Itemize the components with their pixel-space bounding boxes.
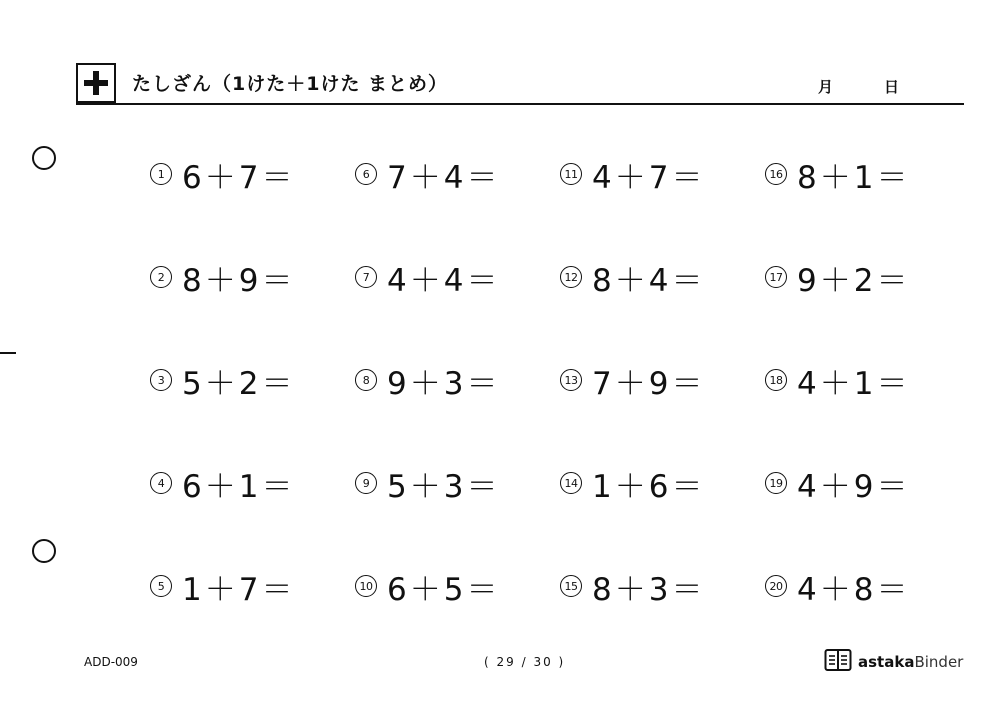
brand-name-light: Binder [914,653,964,671]
problem-item [765,245,970,309]
brand-logo [824,648,963,676]
worksheet-title: たしざん（1けた＋1けた まとめ） [132,73,449,95]
problem-item [560,554,765,618]
problem-item [765,348,970,412]
problem-number: 16 [765,163,787,185]
problem-expression: 4＋1＝ [797,365,911,402]
problem-expression: 6＋1＝ [182,468,296,505]
problem-expression: 4＋8＝ [797,571,911,608]
problem-item [560,451,765,515]
problem-number: 19 [765,472,787,494]
problem-expression: 6＋7＝ [182,159,296,196]
problem-number: 17 [765,266,787,288]
problem-number: 15 [560,575,582,597]
problem-expression: 1＋7＝ [182,571,296,608]
worksheet-code: ADD-009 [84,655,138,669]
problem-expression: 4＋4＝ [387,262,501,299]
problem-expression: 9＋3＝ [387,365,501,402]
problem-expression: 5＋2＝ [182,365,296,402]
problem-number: 1 [150,163,172,185]
problem-number: 11 [560,163,582,185]
problem-number: 9 [355,472,377,494]
problem-expression: 4＋7＝ [592,159,706,196]
problem-item [560,142,765,206]
problem-number: 6 [355,163,377,185]
fold-mark [0,352,16,354]
problem-item [355,554,560,618]
problem-number: 4 [150,472,172,494]
page-indicator: ( 29 / 30 ) [484,655,566,669]
problem-expression: 1＋6＝ [592,468,706,505]
problem-number: 13 [560,369,582,391]
header-rule [76,103,964,105]
problem-item [355,245,560,309]
problem-item [355,451,560,515]
problem-expression: 8＋3＝ [592,571,706,608]
problem-expression: 9＋2＝ [797,262,911,299]
problem-expression: 5＋3＝ [387,468,501,505]
problem-number: 2 [150,266,172,288]
brand-name-bold: astaka [858,653,915,671]
problem-number: 18 [765,369,787,391]
worksheet-header [76,63,964,105]
problem-item [150,142,355,206]
plus-icon [76,63,116,103]
problem-expression: 7＋9＝ [592,365,706,402]
problem-number: 14 [560,472,582,494]
problem-expression: 8＋4＝ [592,262,706,299]
problem-expression: 7＋4＝ [387,159,501,196]
problem-expression: 8＋9＝ [182,262,296,299]
problem-item [150,451,355,515]
problem-number: 7 [355,266,377,288]
problem-item [150,348,355,412]
problem-number: 8 [355,369,377,391]
problem-item [560,245,765,309]
problem-number: 10 [355,575,377,597]
problem-item [355,348,560,412]
problem-item [765,451,970,515]
problem-item [150,554,355,618]
problem-expression: 6＋5＝ [387,571,501,608]
problem-number: 3 [150,369,172,391]
binder-hole-bottom [32,539,56,563]
problem-grid [150,142,950,622]
problem-item [355,142,560,206]
day-label: 日 [884,78,900,96]
binder-hole-top [32,146,56,170]
problem-number: 12 [560,266,582,288]
problem-expression: 8＋1＝ [797,159,911,196]
binder-book-icon [824,648,852,676]
problem-item [150,245,355,309]
problem-item [765,142,970,206]
month-label: 月 [818,78,834,96]
problem-number: 20 [765,575,787,597]
problem-item [560,348,765,412]
problem-item [765,554,970,618]
problem-expression: 4＋9＝ [797,468,911,505]
problem-number: 5 [150,575,172,597]
